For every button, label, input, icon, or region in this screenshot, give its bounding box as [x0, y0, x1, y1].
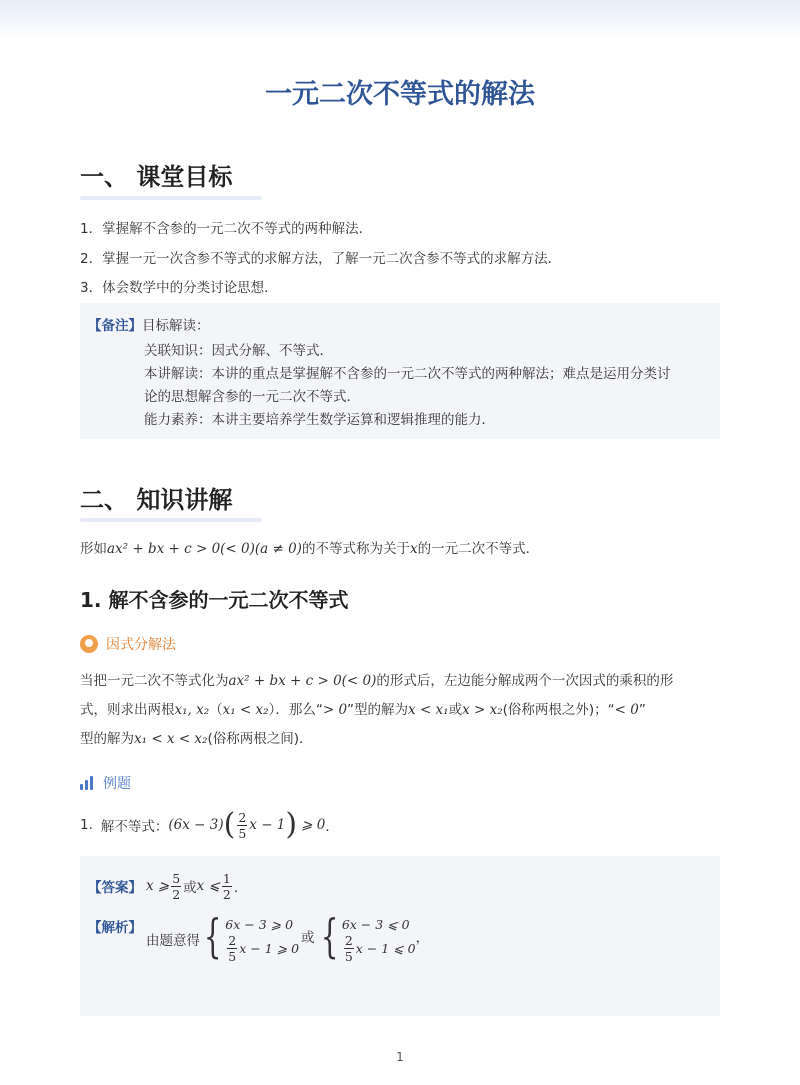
method-formula: < 0 [614, 702, 639, 718]
method-text: (俗称两根之间)． [207, 731, 313, 747]
definition-prefix: 形如 [80, 541, 107, 557]
problem-tail: ⩾ 0 [301, 817, 326, 833]
system-b-line-2 [342, 932, 416, 964]
method-text: 型的解为 [80, 731, 134, 747]
lightbulb-icon [80, 635, 98, 653]
fraction-numerator: 2 [344, 932, 353, 948]
method-formula: > 0 [322, 702, 348, 718]
left-brace: { [203, 909, 222, 963]
definition-text [80, 535, 720, 564]
fraction-numerator: 5 [172, 870, 181, 886]
answer-or: 或 [183, 880, 197, 896]
method-text: (俗称两根之外)；“ [502, 702, 615, 718]
definition-middle: 的不等式称为关于 [301, 541, 410, 557]
answer-part1: x ⩾ [146, 878, 170, 894]
answer-tag: 【答案】 [88, 880, 142, 896]
problem-prompt: 解不等式： [100, 819, 169, 835]
answer-line [88, 868, 247, 904]
bar-chart-icon [80, 776, 93, 790]
analysis-content [146, 909, 430, 964]
analysis-tag: 【解析】 [88, 920, 142, 936]
fraction-numerator: 2 [238, 809, 247, 825]
note-line-2b: 论的思想解含参的一元二次不等式． [144, 389, 360, 405]
answer-end: ． [233, 880, 248, 896]
note-tag: 【备注】 [88, 318, 142, 334]
definition-formula: ax² + bx + c > 0(< 0)(a ≠ 0) [107, 541, 302, 557]
fraction-numerator: 2 [228, 932, 237, 948]
system-a-fraction [227, 933, 237, 964]
method-formula: x < x₁ [408, 702, 449, 718]
system-b-line-2-rest: x − 1 ⩽ 0 [355, 940, 416, 956]
system-b-fraction [344, 933, 354, 964]
answer-fraction-1 [171, 871, 181, 902]
method-paragraph [80, 667, 720, 754]
problem-period: ． [325, 819, 339, 835]
fraction-denominator: 5 [344, 948, 353, 964]
analysis-block [88, 909, 430, 964]
section-heading-goals: 一、 课堂目标 [80, 163, 233, 191]
method-formula: ax² + bx + c > 0(< 0) [228, 673, 377, 689]
note-box [80, 303, 720, 439]
left-paren: ( [223, 807, 236, 842]
note-tag-line [88, 316, 210, 336]
problem-fraction [237, 810, 247, 841]
subsection-heading: 1. 解不含参的一元二次不等式 [80, 588, 349, 612]
answer-fraction-2 [222, 871, 232, 902]
note-intro: 目标解读： [142, 318, 210, 334]
system-a-line-2 [225, 932, 300, 964]
left-brace: { [320, 909, 338, 963]
fraction-denominator: 2 [172, 886, 181, 902]
method-formula: x > x₂ [462, 702, 503, 718]
document-title: 一元二次不等式的解法 [265, 79, 535, 110]
definition-variable: x [409, 541, 418, 557]
method-text: 当把一元二次不等式化为 [80, 673, 229, 689]
method-formula: x₁ < x < x₂ [134, 731, 208, 747]
system-lines [341, 912, 416, 964]
system-b-line-1: 6x − 3 ⩽ 0 [341, 916, 410, 932]
method-label: 因式分解法 [106, 637, 176, 653]
method-text: ”型的解为 [347, 702, 409, 718]
fraction-denominator: 2 [222, 886, 231, 902]
method-formula: x₁ < x₂ [222, 702, 269, 718]
method-formula: x₁, x₂ [174, 702, 210, 718]
goal-item-3: 3．体会数学中的分类讨论思想． [80, 280, 278, 296]
system-b [317, 909, 416, 964]
problem-inner: x − 1 [249, 817, 286, 833]
analysis-comma: ， [415, 930, 430, 946]
system-lines [225, 912, 300, 964]
section-underline [80, 518, 262, 522]
section-heading-knowledge: 二、 知识讲解 [80, 486, 233, 514]
method-text: ）．那么“ [268, 702, 323, 718]
section-underline [80, 196, 262, 200]
example-header [80, 772, 131, 794]
method-text: 式，则求出两根 [80, 702, 175, 718]
goal-item-2: 2．掌握一元一次含参不等式的求解方法，了解一元二次含参不等式的求解方法． [80, 251, 562, 267]
analysis-intro: 由题意得 [146, 933, 200, 949]
top-gradient-band [0, 0, 800, 42]
problem-number: 1. [80, 817, 93, 833]
system-a [200, 909, 300, 964]
fraction-denominator: 5 [228, 948, 237, 964]
system-a-line-2-rest: x − 1 ⩾ 0 [239, 940, 300, 956]
method-text: 的形式后，左边能分解成两个一次因式的乘积的形 [376, 673, 674, 689]
system-a-line-1: 6x − 3 ⩾ 0 [225, 916, 294, 932]
right-paren: ) [285, 807, 298, 842]
fraction-numerator: 1 [222, 870, 231, 886]
note-line-1: 关联知识：因式分解、不等式． [144, 343, 333, 359]
analysis-or: 或 [301, 930, 315, 946]
goal-item-1: 1．掌握解不含参的一元二次不等式的两种解法． [80, 221, 373, 237]
answer-box [80, 856, 720, 1016]
page-number: 1 [396, 1050, 404, 1064]
fraction-denominator: 5 [238, 825, 247, 841]
method-text: ” [638, 702, 646, 718]
method-text: 或 [448, 702, 463, 718]
note-line-2a: 本讲解读：本讲的重点是掌握解不含参的一元二次不等式的两种解法；难点是运用分类讨 [144, 366, 671, 382]
example-problem [80, 805, 339, 845]
note-line-3: 能力素养：本讲主要培养学生数学运算和逻辑推理的能力． [144, 412, 495, 428]
answer-part2: x ⩽ [196, 878, 220, 894]
example-label: 例题 [103, 776, 131, 792]
problem-factor1: (6x − 3) [168, 817, 224, 833]
definition-suffix: 的一元二次不等式． [417, 541, 540, 557]
method-header [80, 633, 176, 655]
method-text: （ [209, 702, 223, 718]
